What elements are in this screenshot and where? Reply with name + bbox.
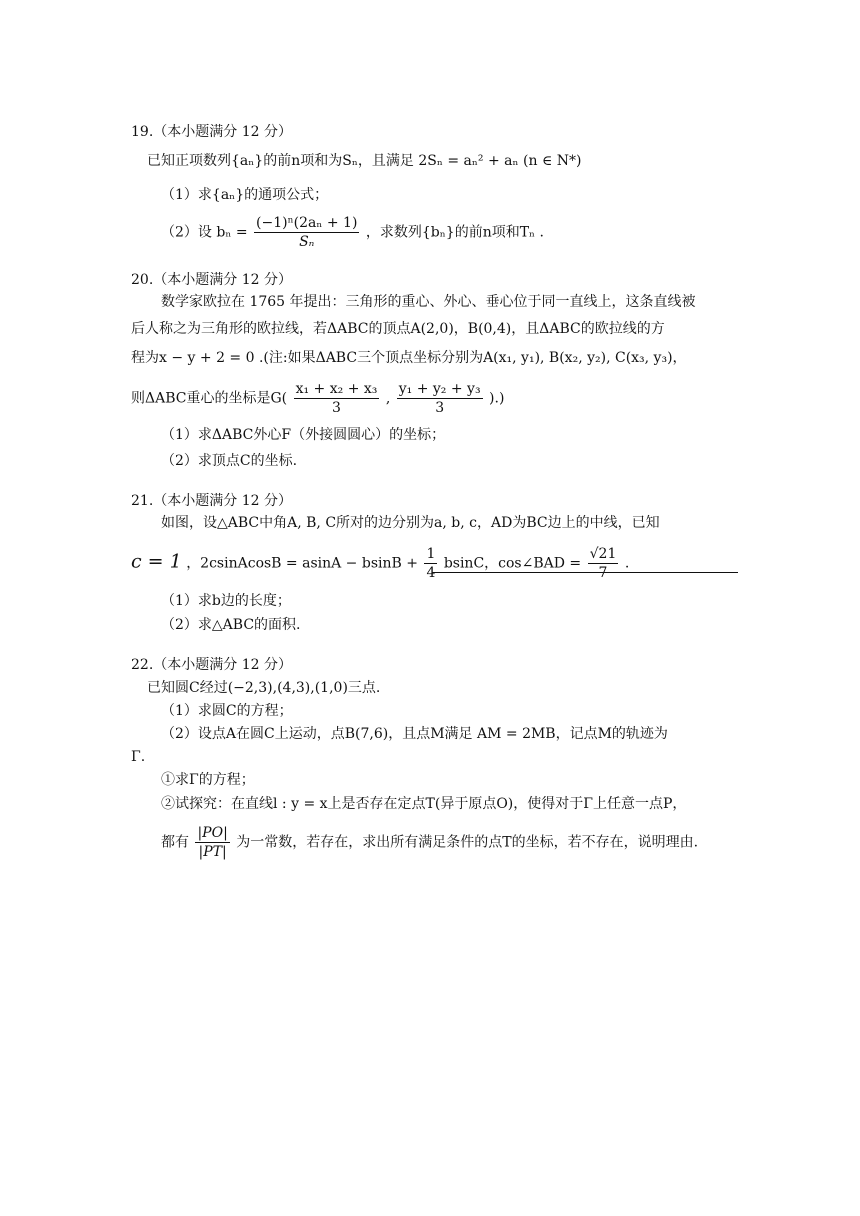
q22-part2-gamma: Γ.	[131, 749, 146, 765]
q20-line3: 程为x − y + 2 = 0 .(注:如果ΔABC三个顶点坐标分别为A(x₁, y₁), B(x₂, y₂), C(x₃, y₃)，	[131, 350, 687, 366]
q20-centroid-separator: ,	[385, 390, 391, 407]
q21-quarter-denominator: 4	[426, 565, 436, 581]
q20-centroid-x-fraction	[294, 380, 380, 417]
q22-heading: 22.（本小题满分 12 分）	[131, 657, 292, 673]
q22-part2: （2）设点A在圆C上运动，点B(7,6)，且点M满足 AM = 2MB，记点M的轨迹为	[161, 726, 668, 742]
q22-ratio-denominator: |PT|	[198, 844, 227, 860]
q22-sub3-suffix: 为一常数，若存在，求出所有满足条件的点T的坐标，若不存在，说明理由.	[236, 834, 699, 851]
q21-underline	[432, 572, 738, 573]
q19-bn-numerator: (−1)ⁿ(2aₙ + 1)	[256, 215, 358, 231]
q20-line1: 数学家欧拉在 1765 年提出：三角形的重心、外心、垂心位于同一直线上，这条直线被	[161, 294, 696, 310]
q21-quarter-numerator: 1	[426, 546, 436, 562]
q22-part1: （1）求圆C的方程；	[161, 703, 293, 719]
q19-part1: （1）求{aₙ}的通项公式；	[161, 187, 329, 203]
q21-equation-part2: bsinC，cos∠BAD =	[443, 555, 582, 572]
q20-line4	[131, 380, 504, 417]
q22-ratio-numerator: |PO|	[197, 825, 228, 841]
q20-centroid-y-numerator: y₁ + y₂ + y₃	[398, 381, 481, 397]
q22-sub3	[161, 824, 698, 861]
q21-heading: 21.（本小题满分 12 分）	[131, 493, 292, 509]
q20-centroid-prefix: 则ΔABC重心的坐标是G(	[131, 390, 288, 407]
q19-bn-denominator: Sₙ	[299, 234, 315, 250]
q19-part2	[161, 214, 544, 251]
q19-part2-suffix: ，求数列{bₙ}的前n项和Tₙ .	[365, 224, 545, 241]
q21-line2	[131, 545, 629, 582]
q22-sub3-prefix: 都有	[161, 834, 189, 851]
q21-side-c: c = 1	[131, 550, 182, 573]
q22-stem: 已知圆C经过(−2,3),(4,3),(1,0)三点.	[147, 680, 381, 696]
q21-part2: （2）求△ABC的面积.	[161, 617, 301, 633]
q22-ratio-fraction	[195, 824, 229, 861]
q19-part2-prefix: （2）设 bₙ =	[161, 224, 248, 241]
q20-part2: （2）求顶点C的坐标.	[161, 453, 298, 469]
q20-line2: 后人称之为三角形的欧拉线，若ΔABC的顶点A(2,0)，B(0,4)，且ΔABC的欧拉线的方	[131, 321, 665, 337]
q21-equation-end: .	[624, 555, 630, 572]
q21-part1: （1）求b边的长度；	[161, 593, 291, 609]
q19-bn-fraction	[254, 214, 359, 251]
q22-sub2: ②试探究：在直线l : y = x上是否存在定点T(异于原点O)，使得对于Γ上任意一点P，	[161, 796, 687, 812]
q21-line1: 如图，设△ABC中角A, B, C所对的边分别为a, b, c，AD为BC边上的中线，已知	[161, 515, 660, 531]
q20-centroid-y-denominator: 3	[435, 400, 445, 416]
q20-centroid-suffix: ).)	[489, 390, 505, 407]
q20-part1: （1）求ΔABC外心F（外接圆圆心）的坐标；	[161, 427, 446, 443]
q21-cos-numerator: √21	[589, 546, 617, 562]
q20-centroid-x-numerator: x₁ + x₂ + x₃	[295, 381, 378, 397]
q19-stem: 已知正项数列{aₙ}的前n项和为Sₙ，且满足 2Sₙ = aₙ² + aₙ (n ∈ N*)	[147, 153, 582, 169]
q21-cos-fraction	[588, 545, 619, 582]
q22-sub1: ①求Γ的方程；	[161, 772, 255, 788]
q21-cos-denominator: 7	[598, 565, 608, 581]
q21-equation-part1: ，2csinAcosB = asinA − bsinB +	[186, 555, 418, 572]
q20-heading: 20.（本小题满分 12 分）	[131, 272, 292, 288]
q21-quarter-fraction	[424, 545, 437, 582]
q20-centroid-x-denominator: 3	[332, 400, 341, 416]
q19-heading: 19.（本小题满分 12 分）	[131, 124, 292, 140]
q20-centroid-y-fraction	[397, 380, 483, 417]
